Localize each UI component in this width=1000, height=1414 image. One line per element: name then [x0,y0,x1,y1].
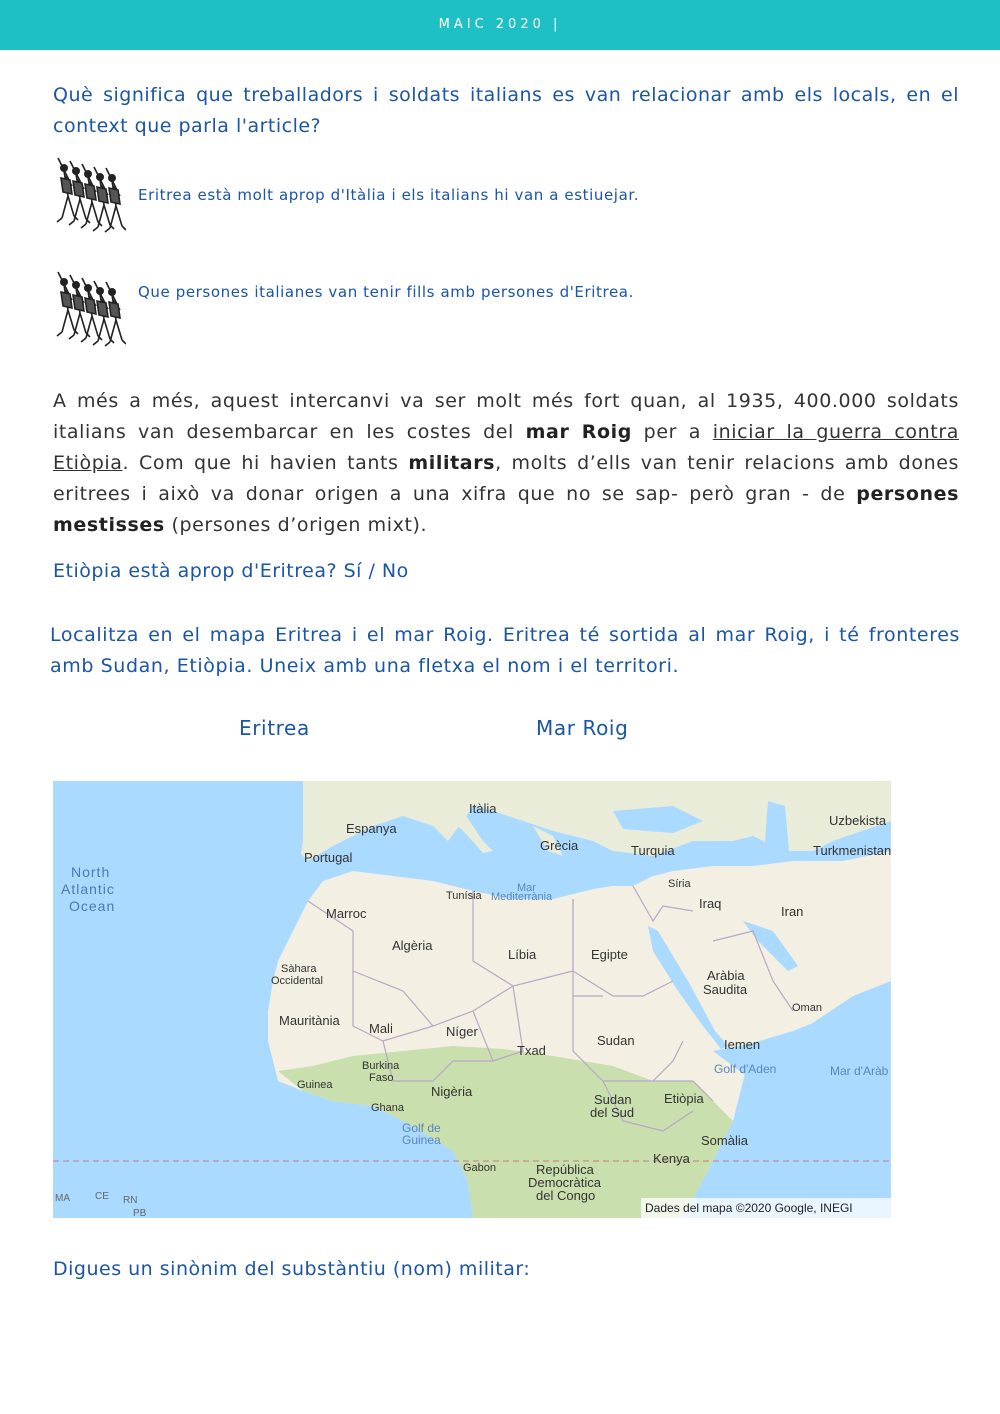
country-label: Turkmenistan [813,843,891,858]
option-2[interactable]: Que persones italianes van tenir fills amb persones d'Eritrea. [138,283,634,301]
sea-label: Golf d'Aden [714,1062,777,1076]
country-label: Nigèria [431,1084,473,1099]
map-canvas [53,781,891,1218]
country-label: MA [55,1193,70,1204]
country-label: Marroc [326,906,367,921]
country-label: Kenya [653,1151,690,1166]
country-label: Líbia [508,947,537,962]
country-label: Guinea [297,1079,333,1091]
country-label: Mali [369,1021,393,1036]
country-label: Sudan [594,1092,632,1107]
country-label: del Congo [536,1188,596,1203]
label-mar-roig[interactable]: Mar Roig [536,716,629,740]
country-label: CE [95,1191,109,1202]
map-attribution: Dades del mapa ©2020 Google, INEGI [645,1201,853,1215]
bold-militars: militars [408,452,496,474]
sea-label: Mar [517,882,536,894]
question-1: Què significa que treballadors i soldats italians es van relacionar amb els locals, en el context que parla l'article? [53,84,959,137]
country-label: Grècia [540,838,579,853]
country-label: Egipte [591,947,628,962]
bold-persones-mestisses: persones mestisses [53,483,959,536]
country-label: Txad [517,1043,546,1058]
sea-label: Guinea [402,1133,441,1147]
country-label: Sudan [597,1033,635,1048]
country-label: Aràbia [707,968,745,983]
soldiers-illustration [52,270,126,350]
country-label: Etiòpia [664,1091,704,1106]
option-1[interactable]: Eritrea està molt aprop d'Itàlia i els italians hi van a estiuejar. [138,186,640,204]
country-label: Tunísia [446,890,482,902]
country-label: Faso [369,1072,394,1084]
article-paragraph: A més a més, aquest intercanvi va ser molt més fort quan, al 1935, 400.000 soldats italians van desembarcar en les costes del mar Roig per a iniciar la guerra contra Etiòpia. Com que hi havien tants militars, molts d’ells van tenir relacions amb dones eritrees i això va donar origen a una xifra que no se sap- però gran - de persones mestisses (persones d’origen mixt). [53,390,960,536]
country-label: Espanya [346,821,397,836]
country-label: PB [133,1208,147,1218]
country-label: República [536,1162,594,1177]
country-label: Oman [792,1002,822,1014]
country-label: Uzbekista [829,813,887,828]
country-label: Itàlia [469,801,497,816]
country-label: Somàlia [701,1133,748,1148]
question-2[interactable]: Etiòpia està aprop d'Eritrea? Sí / No [53,560,409,582]
ocean-label: Ocean [69,898,116,914]
country-label: Portugal [304,850,353,865]
country-label: Síria [668,878,691,890]
soldiers-illustration [52,156,126,236]
page-header [0,0,1000,50]
country-label: Algèria [392,938,433,953]
map-africa[interactable] [53,781,891,1218]
question-4: Digues un sinònim del substàntiu (nom) militar: [53,1258,531,1280]
ocean-label: Atlantic [61,881,115,897]
underline-guerra: iniciar la guerra contra Etiòpia [53,421,960,474]
country-label: Iran [781,904,804,919]
country-label: Mauritània [279,1013,340,1028]
country-label: Sàhara [281,963,317,975]
country-label: Iraq [699,896,722,911]
header-text: MAIC 2020 | [438,17,562,32]
sea-label: Golf de [402,1121,441,1135]
country-label: Saudita [703,982,748,997]
country-label: Ghana [371,1102,405,1114]
label-eritrea[interactable]: Eritrea [239,716,310,740]
sea-label: Mar d'Aràb [830,1064,889,1078]
country-label: Turquia [631,843,675,858]
country-label: Níger [446,1024,478,1039]
bold-mar-roig: mar Roig [525,421,632,443]
question-3: Localitza en el mapa Eritrea i el mar Roig. Eritrea té sortida al mar Roig, i té fronteres amb Sudan, Etiòpia. Uneix amb una fletxa el nom i el territori. [50,624,960,677]
sea-label: Mediterrània [491,891,553,903]
country-label: Democràtica [528,1175,601,1190]
country-label: Occidental [271,975,323,987]
country-label: Gabon [463,1162,497,1174]
country-label: Burkina [362,1060,400,1072]
country-label: Iemen [724,1037,761,1052]
country-label: del Sud [590,1105,635,1120]
country-label: RN [123,1195,138,1206]
ocean-label: North [71,864,111,880]
